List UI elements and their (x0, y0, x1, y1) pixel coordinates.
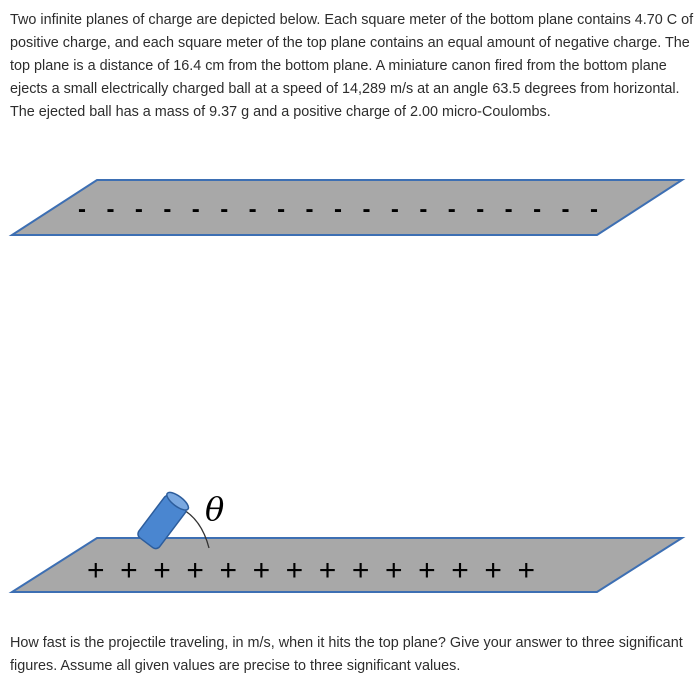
bottom-plane-signs: + + + + + + + + + + + + + + (87, 554, 535, 587)
problem-question: How fast is the projectile traveling, in m/s, when it hits the top plane? Give your answer to three significant figures. Assume all given values are precise to three significant values. (10, 635, 683, 674)
angle-label: θ (205, 490, 225, 528)
problem-intro: Two infinite planes of charge are depicted below. Each square meter of the bottom plane contains 4.70 C of positive charge, and each square meter of the top plane contains an equal amount of negative charge. The top plane is a distance of 16.4 cm from the bottom plane. A miniature canon fired from the bottom plane ejects a small electrically charged ball at a speed of 14,289 m/s at an angle 63.5 degrees from horizontal. The ejected ball has a mass of 9.37 g and a positive charge of 2.00 micro-Coulombs. (10, 12, 694, 120)
top-plane-signs: - - - - - - - - - - - - - - - - - - - (78, 196, 599, 223)
charged-planes-diagram (0, 170, 700, 600)
